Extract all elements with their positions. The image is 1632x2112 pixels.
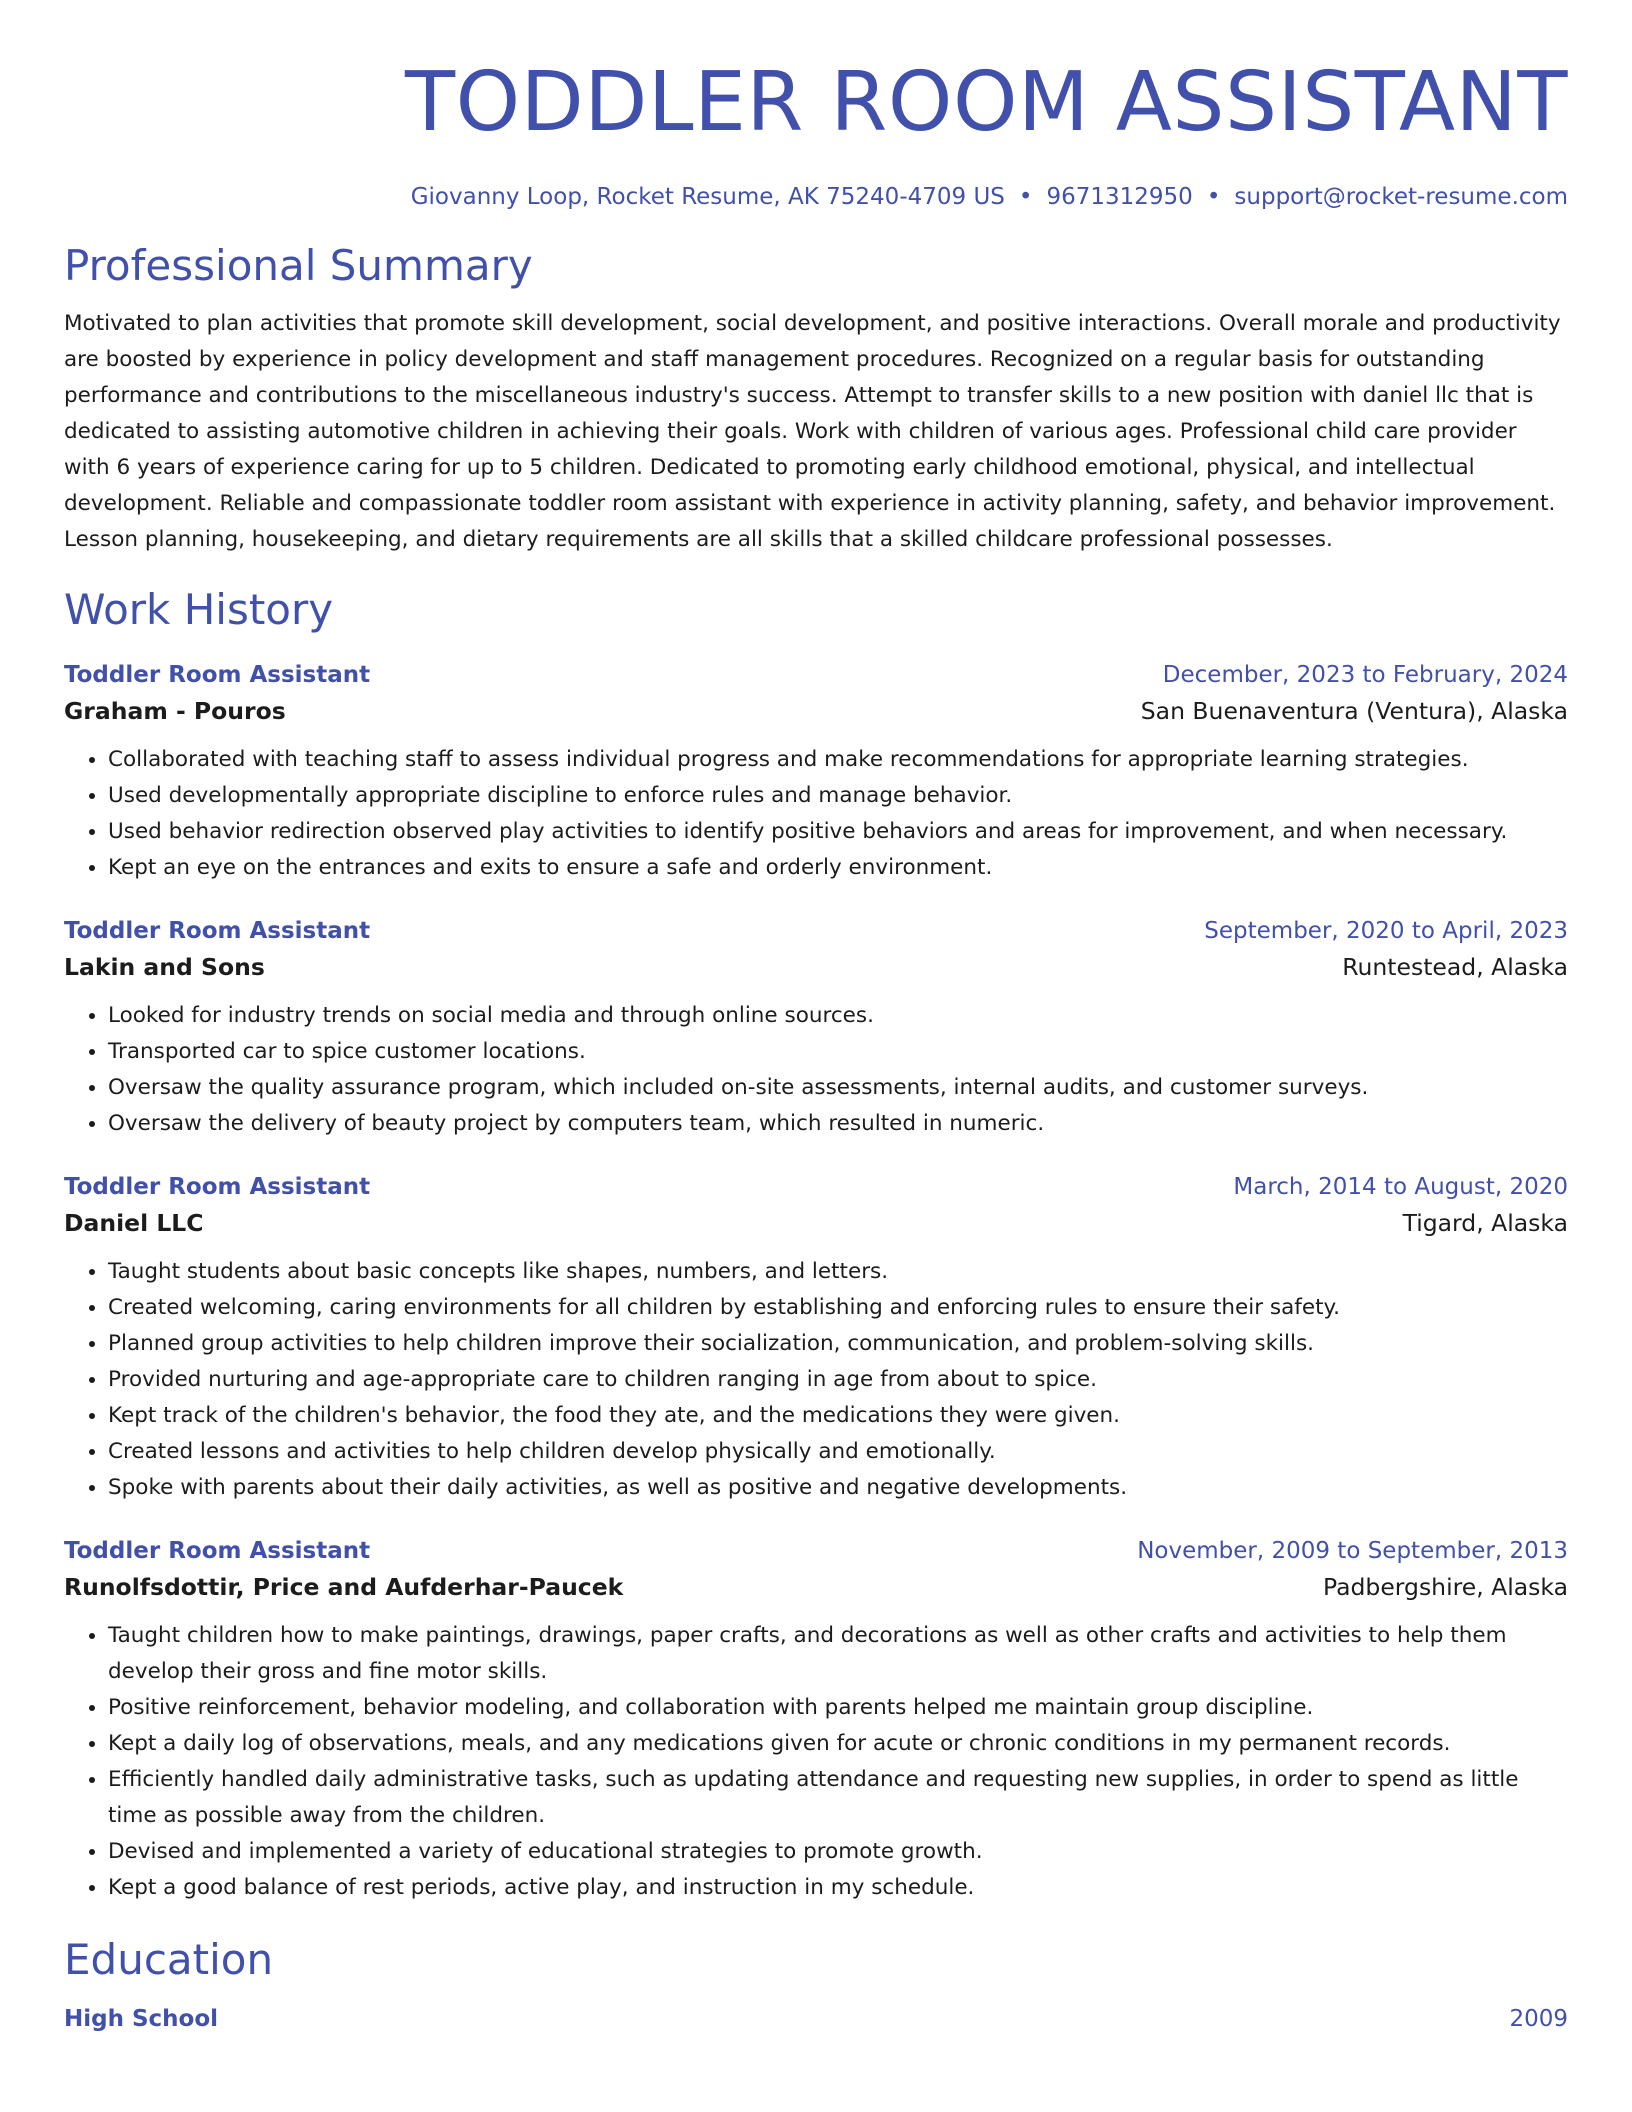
job-title: Toddler Room Assistant — [64, 918, 371, 944]
job-header-row — [64, 1170, 1568, 1204]
job-bullet: • Taught children how to make paintings, drawings, paper crafts, and decorations as well as other crafts and activities to help them develop their gross and fine motor skills. — [108, 1618, 1568, 1690]
job-bullets — [64, 998, 1568, 1142]
education-entry — [64, 2002, 1568, 2036]
job-entry — [64, 1170, 1568, 1506]
job-bullet: • Used developmentally appropriate discipline to enforce rules and manage behavior. — [108, 778, 1568, 814]
contact-separator: • — [1206, 184, 1221, 210]
job-location: Padbergshire, Alaska — [1322, 1573, 1568, 1601]
summary-text: Motivated to plan activities that promote skill development, social development, and positive interactions. Overall morale and productivity are boosted by experience in policy development and staff management procedures. Recognized on a regular basis for outstanding performance and contributions to the miscellaneous industry's success. Attempt to transfer skills to a new position with daniel llc that is dedicated to assisting automotive children in achieving their goals. Work with children of various ages. Professional child care provider with 6 years of experience caring for up to 5 children. Dedicated to promoting early childhood emotional, physical, and intellectual development. Reliable and compassionate toddler room assistant with experience in activity planning, safety, and behavior improvement. Lesson planning, housekeeping, and dietary requirements are all skills that a skilled childcare professional possesses. — [64, 311, 1561, 552]
job-entry — [64, 914, 1568, 1142]
job-bullet: • Kept a daily log of observations, meals, and any medications given for acute or chronic conditions in my permanent records. — [108, 1726, 1568, 1762]
job-bullet: • Kept an eye on the entrances and exits to ensure a safe and orderly environment. — [108, 850, 1568, 886]
job-company-row — [64, 1568, 1568, 1606]
job-title: Toddler Room Assistant — [64, 662, 371, 688]
contact-line — [64, 182, 1568, 212]
job-title: Toddler Room Assistant — [64, 1174, 371, 1200]
job-company-row — [64, 1204, 1568, 1242]
job-bullet: • Transported car to spice customer locations. — [108, 1034, 1568, 1070]
job-company-row — [64, 948, 1568, 986]
job-company: Runolfsdottir, Price and Aufderhar-Paucek — [64, 1573, 624, 1601]
job-dates: September, 2020 to April, 2023 — [1204, 918, 1568, 944]
job-bullet: • Used behavior redirection observed play activities to identify positive behaviors and areas for improvement, and when necessary. — [108, 814, 1568, 850]
contact-address: Giovanny Loop, Rocket Resume, AK 75240-4709 US — [410, 184, 1005, 210]
job-dates: March, 2014 to August, 2020 — [1233, 1174, 1568, 1200]
work-history-heading: Work History — [64, 585, 334, 634]
job-header-row — [64, 1534, 1568, 1568]
education-degree: High School — [64, 2006, 219, 2032]
summary-heading: Professional Summary — [64, 241, 533, 290]
job-bullet: • Taught students about basic concepts like shapes, numbers, and letters. — [108, 1254, 1568, 1290]
job-bullet: • Collaborated with teaching staff to assess individual progress and make recommendations for appropriate learning strategies. — [108, 742, 1568, 778]
job-bullet: • Provided nurturing and age-appropriate care to children ranging in age from about to spice. — [108, 1362, 1568, 1398]
job-company-row — [64, 692, 1568, 730]
job-entry — [64, 1534, 1568, 1906]
job-location: Runtestead, Alaska — [1342, 953, 1568, 981]
contact-phone: 9671312950 — [1046, 184, 1193, 210]
job-entry — [64, 658, 1568, 886]
education-heading: Education — [64, 1935, 274, 1984]
job-location: Tigard, Alaska — [1402, 1209, 1568, 1237]
job-bullet: • Kept a good balance of rest periods, active play, and instruction in my schedule. — [108, 1870, 1568, 1906]
resume-name: TODDLER ROOM ASSISTANT — [404, 55, 1568, 150]
job-bullets — [64, 1618, 1568, 1906]
job-bullet: • Planned group activities to help children improve their socialization, communication, and problem-solving skills. — [108, 1326, 1568, 1362]
job-bullet: • Efficiently handled daily administrative tasks, such as updating attendance and requesting new supplies, in order to spend as little time as possible away from the children. — [108, 1762, 1568, 1834]
job-bullet: • Devised and implemented a variety of educational strategies to promote growth. — [108, 1834, 1568, 1870]
job-header-row — [64, 658, 1568, 692]
contact-email: support@rocket-resume.com — [1234, 184, 1568, 210]
job-title: Toddler Room Assistant — [64, 1538, 371, 1564]
job-company: Graham - Pouros — [64, 697, 286, 725]
job-location: San Buenaventura (Ventura), Alaska — [1140, 697, 1568, 725]
job-bullet: • Oversaw the delivery of beauty project by computers team, which resulted in numeric. — [108, 1106, 1568, 1142]
job-dates: December, 2023 to February, 2024 — [1162, 662, 1568, 688]
job-bullet: • Looked for industry trends on social media and through online sources. — [108, 998, 1568, 1034]
education-year: 2009 — [1509, 2006, 1568, 2032]
job-bullet: • Spoke with parents about their daily activities, as well as positive and negative developments. — [108, 1470, 1568, 1506]
job-company: Lakin and Sons — [64, 953, 265, 981]
job-bullet: • Positive reinforcement, behavior modeling, and collaboration with parents helped me maintain group discipline. — [108, 1690, 1568, 1726]
resume-page — [64, 56, 1568, 2036]
job-bullet: • Created welcoming, caring environments for all children by establishing and enforcing rules to ensure their safety. — [108, 1290, 1568, 1326]
job-bullet: • Kept track of the children's behavior, the food they ate, and the medications they were given. — [108, 1398, 1568, 1434]
job-bullet: • Oversaw the quality assurance program, which included on-site assessments, internal audits, and customer surveys. — [108, 1070, 1568, 1106]
job-dates: November, 2009 to September, 2013 — [1137, 1538, 1568, 1564]
job-company: Daniel LLC — [64, 1209, 204, 1237]
job-header-row — [64, 914, 1568, 948]
job-bullets — [64, 742, 1568, 886]
job-bullet: • Created lessons and activities to help children develop physically and emotionally. — [108, 1434, 1568, 1470]
contact-separator: • — [1018, 184, 1033, 210]
job-bullets — [64, 1254, 1568, 1506]
